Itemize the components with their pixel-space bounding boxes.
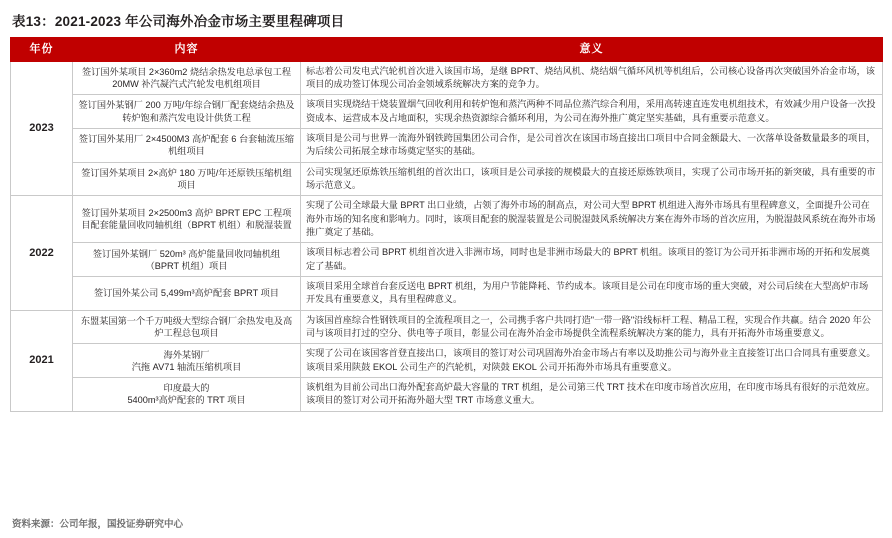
table-row — [11, 276, 883, 310]
meaning-cell: 标志着公司发电式汽轮机首次进入该国市场，是继 BPRT、烧结风机、烧结烟气循环风机等机组后，公司核心设备再次突破国外冶金市场，该项目的成功签订体现公司冶金领域系统解决方案的竞争力。 — [301, 61, 883, 95]
meaning-cell: 该项目标志着公司 BPRT 机组首次进入非洲市场，同时也是非洲市场最大的 BPRT 机组。该项目的签订为公司开拓非洲市场的开拓和发展奠定了基础。 — [301, 243, 883, 277]
table-row — [11, 310, 883, 344]
table-row — [11, 378, 883, 412]
table-body — [11, 61, 883, 411]
meaning-cell: 该项目采用全球首台套反送电 BPRT 机组，为用户节能降耗、节约成本。该项目是公司在印度市场的重大突破，对公司后续在大型高炉市场开发具有重要意义，具有里程碑意义。 — [301, 276, 883, 310]
content-cell: 签订国外某项目 2×2500m3 高炉 BPRT EPC 工程项目配套能量回收同轴机组（BPRT 机组）和脱湿装置 — [73, 196, 301, 243]
meaning-cell: 公司实现氢还原炼铁压缩机组的首次出口，该项目是公司承接的规模最大的直接还原炼铁项目，实现了公司市场开拓的新突破，具有重要的市场示范意义。 — [301, 162, 883, 196]
column-header-meaning: 意义 — [301, 38, 883, 62]
content-cell: 签订国外某用厂 2×4500M3 高炉配套 6 台套轴流压缩机组项目 — [73, 128, 301, 162]
content-cell: 东盟某国第一个千万吨级大型综合钢厂余热发电及高炉工程总包项目 — [73, 310, 301, 344]
milestones-table — [10, 37, 883, 412]
source-note: 资料来源：公司年报，国投证券研究中心 — [12, 519, 184, 530]
page-title: 表13：2021-2023 年公司海外冶金市场主要里程碑项目 — [12, 14, 345, 29]
table-row — [11, 196, 883, 243]
meaning-cell: 实现了公司在该国客首登直接出口，该项目的签订对公司巩固海外冶金市场占有率以及助推公司与海外业主直接签订出口合同具有重要意义。该项目采用陕鼓 EKOL 公司生产的汽轮机，对陕鼓 EKOL 公司开拓海外市场具有重要意义。 — [301, 344, 883, 378]
content-cell: 签订国外某钢厂 200 万吨/年综合钢厂配套烧结余热及转炉饱和蒸汽发电设计供货工程 — [73, 95, 301, 129]
table-header-row — [11, 38, 883, 62]
content-cell: 海外某钢厂 汽拖 AV71 轴流压缩机项目 — [73, 344, 301, 378]
table-row — [11, 344, 883, 378]
meaning-cell: 实现了公司全球最大量 BPRT 出口业绩，占领了海外市场的制高点，对公司大型 BPRT 机组进入海外市场具有里程碑意义，全面提升公司在海外市场的知名度和影响力。同时，该项目配套的脱湿装置是公司脱湿鼓风系统解决方案在海外市场的首次应用，为脱湿鼓风系统在海外市场推广奠定了基础。 — [301, 196, 883, 243]
content-cell: 签订国外某项目 2×360m2 烧结余热发电总承包工程 20MW 补汽凝汽式汽轮发电机组项目 — [73, 61, 301, 95]
table-row — [11, 95, 883, 129]
content-cell: 签订国外某项目 2×高炉 180 万吨/年还原铁压缩机组项目 — [73, 162, 301, 196]
content-cell: 签订国外某钢厂 520m³ 高炉能量回收同轴机组（BPRT 机组）项目 — [73, 243, 301, 277]
year-cell: 2021 — [11, 310, 73, 411]
table-row — [11, 162, 883, 196]
table-row — [11, 61, 883, 95]
meaning-cell: 该项目是公司与世界一流海外钢铁跨国集团公司合作，是公司首次在该国市场直接出口项目中合同金额最大、一次落单设备数量最多的项目，为后续公司拓展全球市场奠定坚实的基础。 — [301, 128, 883, 162]
column-header-year: 年份 — [11, 38, 73, 62]
year-cell: 2022 — [11, 196, 73, 310]
meaning-cell: 为该国首座综合性钢铁项目的全流程项目之一，公司携手客户共同打造"一带一路"沿线标杆工程、精品工程，实现合作共赢。结合 2020 年公司与该项目打过的空分、供电等子项目，彰显公司在海外冶金市场提供全流程系统解决方案的能力，具有开拓海外市场重要意义。 — [301, 310, 883, 344]
column-header-content: 内容 — [73, 38, 301, 62]
year-cell: 2023 — [11, 61, 73, 196]
table-row — [11, 128, 883, 162]
table-header — [11, 38, 883, 62]
content-cell: 签订国外某公司 5,499m³高炉配套 BPRT 项目 — [73, 276, 301, 310]
meaning-cell: 该机组为目前公司出口海外配套高炉最大容量的 TRT 机组，是公司第三代 TRT 技术在印度市场首次应用，在印度市场具有很好的示范效应。该项目的签订对公司开拓海外超大型 TRT 市场意义重大。 — [301, 378, 883, 412]
meaning-cell: 该项目实现烧结干烧装置烟气回收利用和转炉饱和蒸汽两种不同品位蒸汽综合利用，采用高转速直连发电机组技术，有效减少用户设备一次投资成本、运营成本及占地面积，实现余热资源综合循环利用，为公司在海外推广奠定坚实基础，具有重要示范意义。 — [301, 95, 883, 129]
table-row — [11, 243, 883, 277]
content-cell: 印度最大的 5400m³高炉配套的 TRT 项目 — [73, 378, 301, 412]
